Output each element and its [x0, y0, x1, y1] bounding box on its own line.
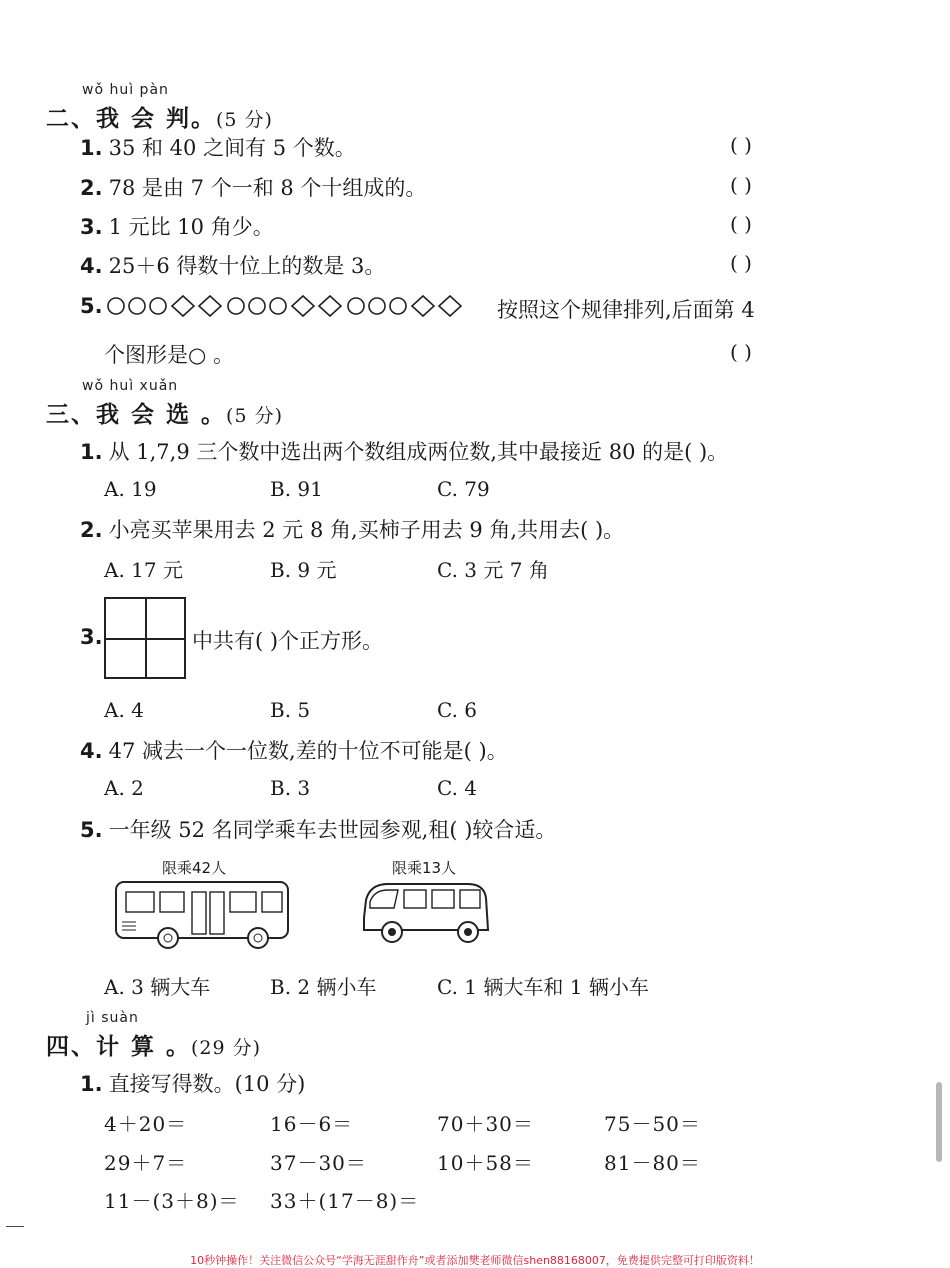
question-text: 直接写得数。(10 分) [108, 1072, 306, 1096]
section2-heading [46, 100, 273, 133]
question-number: 1. [80, 440, 103, 464]
choice-q3-text: 中共有( )个正方形。 [192, 629, 384, 653]
calc-q1 [80, 1068, 305, 1098]
section4-title: 四、计 算 。 [46, 1033, 192, 1060]
judge-item-1 [80, 132, 356, 162]
section2-title: 二、我 会 判。 [46, 105, 217, 132]
choice-q5 [80, 814, 556, 844]
question-text: 1 元比 10 角少。 [108, 215, 274, 239]
judge-item-5-text: 按照这个规律排列,后面第 4 [497, 298, 755, 322]
square-grid-figure [104, 597, 186, 679]
option-c[interactable]: C. 4 [437, 776, 478, 800]
calc-expression: 33＋(17－8)＝ [270, 1189, 420, 1213]
answer-paren[interactable]: ( ) [730, 173, 752, 197]
option-b[interactable]: B. 91 [270, 477, 323, 501]
answer-paren[interactable]: ( ) [730, 251, 752, 275]
option-a[interactable]: A. 19 [104, 477, 157, 501]
option-b[interactable]: B. 2 辆小车 [270, 975, 377, 999]
option-a[interactable]: A. 17 元 [104, 558, 183, 582]
question-number: 1. [80, 1072, 103, 1096]
diamonds-icon [170, 294, 224, 318]
question-number: 3. [80, 215, 103, 239]
section4-heading [46, 1028, 261, 1061]
answer-paren[interactable]: ( ) [730, 340, 752, 364]
question-number: 5. [80, 294, 103, 318]
section4-points: (29 分) [191, 1037, 262, 1059]
option-a[interactable]: A. 3 辆大车 [104, 975, 211, 999]
section4-pinyin: jì suàn [86, 1010, 139, 1026]
question-text: 小亮买苹果用去 2 元 8 角,买柿子用去 9 角,共用去( )。 [108, 518, 625, 542]
judge-item-5-number [80, 294, 109, 318]
option-c[interactable]: C. 1 辆大车和 1 辆小车 [437, 975, 649, 999]
calc-expression: 16－6＝ [270, 1112, 354, 1136]
judge-item-2 [80, 172, 426, 202]
calc-expression: 70＋30＝ [437, 1112, 534, 1136]
question-text: 35 和 40 之间有 5 个数。 [108, 136, 356, 160]
choice-q2 [80, 514, 624, 544]
question-text: 从 1,7,9 三个数中选出两个数组成两位数,其中最接近 80 的是( )。 [108, 440, 729, 464]
judge-item-3 [80, 211, 274, 241]
question-text: 47 减去一个一位数,差的十位不可能是( )。 [108, 739, 508, 763]
question-number: 4. [80, 254, 103, 278]
option-b[interactable]: B. 5 [270, 698, 311, 722]
option-a[interactable]: A. 4 [104, 698, 144, 722]
question-number: 3. [80, 625, 103, 649]
section3-pinyin: wǒ huì xuǎn [82, 378, 179, 394]
option-c[interactable]: C. 79 [437, 477, 490, 501]
van-capacity-label: 限乘13人 [392, 859, 457, 877]
diamonds-icon [410, 294, 464, 318]
option-b[interactable]: B. 3 [270, 776, 311, 800]
bus-capacity-label: 限乘42人 [162, 859, 227, 877]
calc-expression: 37－30＝ [270, 1151, 367, 1175]
section2-points: (5 分) [216, 109, 273, 131]
calc-expression: 81－80＝ [604, 1151, 701, 1175]
diamonds-icon [290, 294, 344, 318]
option-c[interactable]: C. 6 [437, 698, 478, 722]
question-text: 一年级 52 名同学乘车去世园参观,租( )较合适。 [108, 818, 557, 842]
question-text: 25＋6 得数十位上的数是 3。 [108, 254, 386, 278]
section3-heading [46, 396, 283, 429]
choice-q1 [80, 436, 728, 466]
judge-item-5-line2: 个图形是○ 。 [104, 343, 234, 367]
choice-q4 [80, 735, 508, 765]
scrollbar-thumb[interactable] [936, 1082, 942, 1162]
bus-icon [112, 878, 294, 950]
circles-icon [106, 295, 168, 317]
circles-icon [226, 295, 288, 317]
question-number: 2. [80, 518, 103, 542]
shape-pattern [106, 294, 464, 318]
question-text: 78 是由 7 个一和 8 个十组成的。 [108, 176, 427, 200]
question-number: 2. [80, 176, 103, 200]
calc-expression: 11－(3＋8)＝ [104, 1189, 240, 1213]
judge-item-4 [80, 250, 385, 280]
circles-icon [346, 295, 408, 317]
van-icon [358, 878, 492, 948]
option-c[interactable]: C. 3 元 7 角 [437, 558, 549, 582]
calc-expression: 29＋7＝ [104, 1151, 188, 1175]
option-a[interactable]: A. 2 [104, 776, 144, 800]
footer-notice: 10秒钟操作！关注微信公众号“学海无涯甜作舟”或者添加樊老师微信shen88168007，免费提供完整可打印版资料！ [190, 1254, 760, 1267]
question-number: 5. [80, 818, 103, 842]
option-b[interactable]: B. 9 元 [270, 558, 337, 582]
calc-expression: 4＋20＝ [104, 1112, 188, 1136]
section2-pinyin: wǒ huì pàn [82, 82, 169, 98]
calc-expression: 75－50＝ [604, 1112, 701, 1136]
question-number: 1. [80, 136, 103, 160]
question-number: 4. [80, 739, 103, 763]
page-edge-mark [6, 1226, 24, 1227]
calc-expression: 10＋58＝ [437, 1151, 534, 1175]
answer-paren[interactable]: ( ) [730, 133, 752, 157]
section3-title: 三、我 会 选 。 [46, 401, 227, 428]
section3-points: (5 分) [226, 405, 283, 427]
answer-paren[interactable]: ( ) [730, 212, 752, 236]
